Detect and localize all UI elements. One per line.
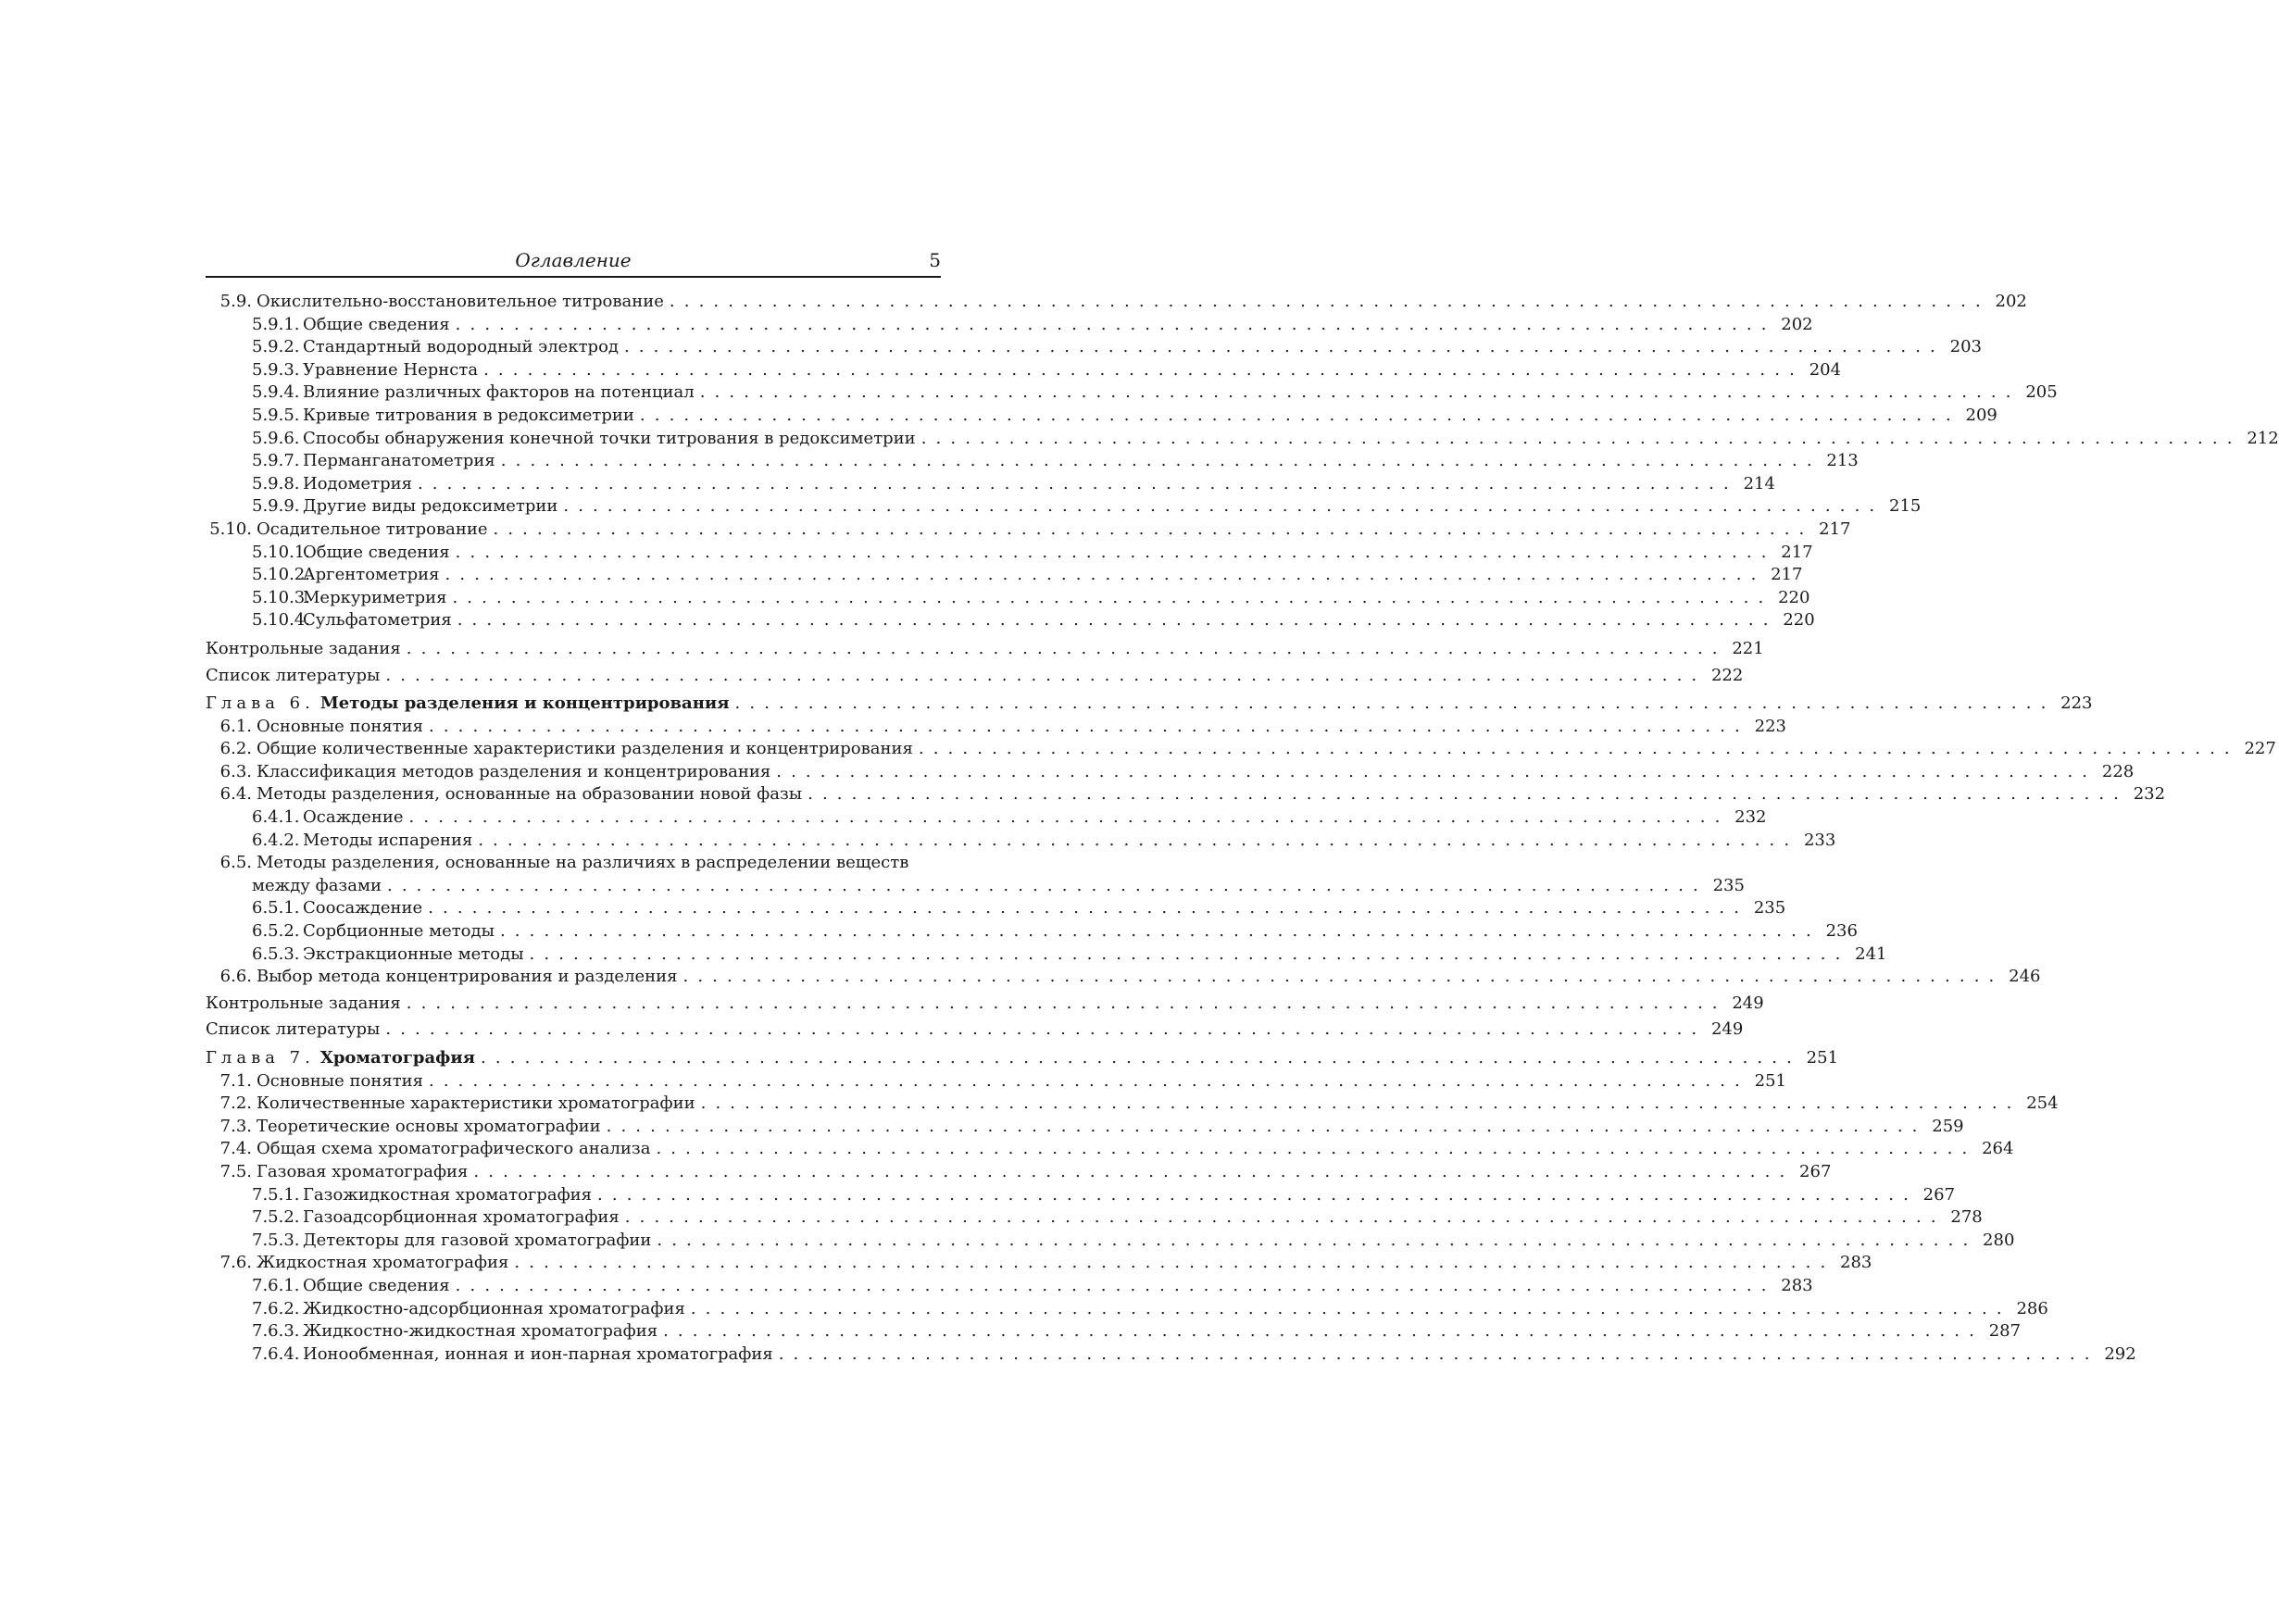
toc-entry-title: Общие сведения [303, 542, 450, 562]
toc-entry[interactable] [206, 1093, 2059, 1116]
toc-page-number: 278 [1950, 1207, 1983, 1228]
toc-page-number: 236 [1825, 921, 1858, 942]
dot-leader [685, 1298, 2004, 1321]
dot-leader [488, 518, 1807, 542]
toc-entry-title: Осаждение [303, 807, 404, 828]
toc-entry-title: Количественные характеристики хроматографии [257, 1093, 695, 1114]
toc-entry-number: 7.4. [219, 1139, 252, 1159]
toc-subentry[interactable] [206, 336, 1982, 359]
toc-entry-title: Основные понятия [257, 716, 423, 736]
toc-entry-title: Общая схема хроматографического анализа [257, 1139, 651, 1159]
toc-page-number: 267 [1799, 1161, 1832, 1181]
toc-entry-title: Общие количественные характеристики разделения и концентрирования [257, 739, 913, 759]
toc-page-number: 283 [1840, 1253, 1872, 1273]
toc-page-number: 217 [1771, 565, 1803, 585]
toc-entry-number: 5.9.8. [252, 473, 300, 493]
toc-page-number: 232 [1734, 807, 1767, 828]
toc-entry[interactable] [206, 291, 2027, 314]
dot-leader [452, 609, 1771, 632]
toc-page-number: 283 [1781, 1275, 1813, 1295]
toc-subentry[interactable] [206, 587, 1810, 610]
toc-page-number: 267 [1922, 1184, 1956, 1205]
toc-entry-title: Список литературы [206, 1019, 381, 1040]
toc-entry-title: Осадительное титрование [257, 518, 488, 539]
toc-page-number: 228 [2101, 761, 2135, 781]
toc-entry-number: 5.9.2. [252, 337, 300, 357]
chapter-title: Методы разделения и концентрирования [319, 693, 730, 714]
toc-subentry[interactable] [206, 564, 1803, 587]
toc-page-number: 287 [1988, 1321, 2022, 1342]
toc-page-number: 251 [1754, 1070, 1786, 1091]
toc-page-number: 220 [1783, 610, 1815, 631]
toc-subentry[interactable] [206, 1206, 1983, 1230]
toc-entry-continuation [206, 875, 1745, 898]
toc-page-number: 246 [2009, 967, 2041, 987]
toc-page-number: 241 [1855, 943, 1887, 964]
toc-subentry[interactable] [206, 1298, 2048, 1321]
toc-entry-number: 7.6. [219, 1253, 252, 1273]
dot-leader [592, 1184, 1910, 1207]
toc-page-number: 259 [1932, 1116, 1964, 1136]
toc-subentry[interactable] [206, 897, 1786, 920]
toc-entry-title: Выбор метода концентрирования и разделения [257, 967, 678, 987]
toc-subentry[interactable] [206, 806, 1767, 830]
toc-entry-title: Классификация методов разделения и концентрирования [257, 761, 771, 781]
toc-entry-number: 5.10.1. [252, 542, 310, 562]
toc-page-number: 249 [1710, 1019, 1744, 1040]
dot-leader [650, 1138, 1969, 1161]
toc-entry-title: Способы обнаружения конечной точки титрования в редоксиметрии [303, 428, 916, 448]
toc-entry-number: 5.9.9. [252, 496, 300, 517]
toc-subentry[interactable] [206, 830, 1836, 853]
toc-subentry[interactable] [206, 920, 1858, 943]
chapter-label: Глава 7. [206, 1048, 315, 1068]
toc-entry-title: Кривые титрования в редоксиметрии [303, 405, 634, 425]
toc-entry-title-continued: между фазами [252, 875, 382, 895]
toc-subentry[interactable] [206, 542, 1813, 565]
toc-subentry[interactable] [206, 381, 2058, 405]
toc-entry-title: Теоретические основы хроматографии [257, 1116, 601, 1136]
dot-leader [401, 638, 1720, 661]
running-header [206, 248, 941, 278]
chapter-label: Глава 6. [206, 693, 315, 714]
toc-entry-number: 6.6. [219, 967, 252, 987]
toc-page-number: 235 [1712, 875, 1745, 895]
dot-leader [634, 405, 1953, 428]
toc-entry-number: 5.9.5. [252, 405, 300, 425]
dot-leader [450, 314, 1769, 337]
toc-entry[interactable] [206, 1116, 1964, 1139]
toc-entry-number: 7.3. [219, 1116, 252, 1136]
toc-subentry[interactable] [206, 495, 1922, 518]
toc-page-number: 286 [2016, 1298, 2048, 1318]
toc-page-number: 280 [1983, 1230, 2015, 1250]
toc-entry-number: 7.5. [219, 1161, 252, 1181]
toc-page-number: 204 [1809, 359, 1842, 380]
dot-leader [913, 738, 2232, 761]
toc-entry-title: Общие сведения [303, 314, 450, 334]
dot-leader [472, 830, 1791, 853]
toc-entry-title: Методы испарения [303, 830, 473, 850]
toc-page-number: 214 [1743, 473, 1775, 493]
toc-subentry[interactable] [206, 1343, 2136, 1367]
toc-page-number: 223 [2060, 693, 2093, 714]
toc-entry-number: 7.5.1. [252, 1184, 300, 1205]
dot-leader [695, 1093, 2014, 1116]
toc-entry-first-line [206, 852, 941, 875]
dot-leader [401, 993, 1720, 1016]
toc-entry-title: Методы разделения, основанные на образовании новой фазы [257, 784, 803, 805]
toc-entry-title: Методы разделения, основанные на различиях в распределении веществ [257, 853, 909, 873]
toc-entry-number: 6.5. [219, 853, 252, 873]
toc-entry[interactable] [206, 716, 1786, 739]
dot-leader [423, 1070, 1742, 1093]
toc-subentry[interactable] [206, 450, 1859, 473]
toc-entry-title: Сорбционные методы [303, 921, 495, 942]
dot-leader [770, 761, 2089, 784]
chapter-title: Хроматография [319, 1048, 476, 1068]
toc-subentry[interactable] [206, 1320, 2022, 1343]
toc-entry-number: 6.4. [219, 784, 252, 805]
toc-page-number: 217 [1819, 518, 1851, 539]
toc-chapter-entry[interactable] [206, 693, 2093, 716]
toc-entry-title: Стандартный водородный электрод [303, 337, 619, 357]
toc-page-number: 220 [1778, 587, 1810, 607]
toc-page-number: 227 [2244, 739, 2276, 759]
toc-entry-title: Меркуриметрия [303, 587, 447, 607]
toc-page-number: 235 [1753, 898, 1786, 918]
toc-entry[interactable] [206, 1252, 1872, 1275]
toc-page-number: 217 [1781, 542, 1813, 562]
toc-chapter-entry[interactable] [206, 1047, 1839, 1070]
dot-leader [475, 1047, 1794, 1070]
toc-entry-title: Контрольные задания [206, 638, 401, 658]
dot-leader [495, 920, 1813, 943]
dot-leader [478, 359, 1797, 382]
toc-subentry[interactable] [206, 1230, 2015, 1253]
toc-page-number: 292 [2104, 1343, 2136, 1364]
toc-entry-number: 7.5.3. [252, 1230, 300, 1250]
header-title: Оглавление [515, 249, 632, 271]
toc-page-number: 203 [1949, 337, 1982, 357]
dot-leader [916, 428, 2235, 451]
dot-leader [380, 665, 1698, 688]
dot-leader [422, 897, 1741, 920]
toc-section-entry[interactable] [206, 665, 1744, 688]
toc-entry-title: Газовая хроматография [257, 1161, 469, 1181]
dot-leader [695, 381, 2013, 405]
toc-entry[interactable] [206, 518, 1851, 542]
dot-leader [423, 716, 1742, 739]
toc-page-number: 205 [2025, 382, 2058, 403]
toc-entry[interactable] [206, 1070, 1786, 1093]
toc-entry-number: 6.4.1. [252, 807, 300, 828]
toc-entry-title: Перманганатометрия [303, 451, 495, 471]
dot-leader [404, 806, 1722, 830]
toc-entry-number: 6.1. [219, 716, 252, 736]
toc-entry-number: 5.9.6. [252, 428, 300, 448]
toc-page-number: 264 [1982, 1139, 2014, 1159]
toc-entry-number: 6.5.1. [252, 898, 300, 918]
dot-leader [382, 875, 1700, 898]
toc-entry[interactable] [206, 783, 2166, 806]
toc-entry-number: 5.10.4. [252, 610, 310, 631]
dot-leader [440, 564, 1759, 587]
toc-entry-title: Влияние различных факторов на потенциал [303, 382, 695, 403]
toc-entry-title: Жидкостно-жидкостная хроматография [303, 1321, 658, 1342]
toc-entry-number: 7.6.2. [252, 1298, 300, 1318]
dot-leader [495, 450, 1814, 473]
toc-entry-number: 7.6.1. [252, 1275, 300, 1295]
dot-leader [651, 1230, 1970, 1253]
toc-entry-number: 6.4.2. [252, 830, 300, 850]
toc-subentry[interactable] [206, 1275, 1813, 1298]
toc-page-number: 212 [2247, 428, 2279, 448]
toc-subentry[interactable] [206, 405, 1997, 428]
toc-entry-title: Окислительно-восстановительное титрование [257, 292, 664, 311]
toc-entry-title: Жидкостная хроматография [257, 1253, 509, 1273]
toc-page-number: 232 [2133, 784, 2166, 805]
toc-entry-number: 5.9.3. [252, 359, 300, 380]
toc-section-entry[interactable] [206, 1018, 1744, 1042]
dot-leader [678, 966, 1997, 989]
toc-entry-number: 7.1. [219, 1070, 252, 1091]
toc-entry-title: Газоадсорбционная хроматография [303, 1207, 620, 1228]
dot-leader [664, 291, 1983, 314]
dot-leader [802, 783, 2121, 806]
toc-subentry[interactable] [206, 359, 1842, 382]
toc-entry-title: Иодометрия [303, 473, 412, 493]
toc-page-number: 254 [2026, 1093, 2059, 1114]
toc-entry-title: Жидкостно-адсорбционная хроматография [303, 1298, 685, 1318]
toc-entry-number: 5.9.1. [252, 314, 300, 334]
toc-entry-title: Соосаждение [303, 898, 423, 918]
toc-entry-title: Другие виды редоксиметрии [303, 496, 558, 517]
toc-entry-title: Аргентометрия [303, 565, 440, 585]
toc-entry-number: 6.3. [219, 761, 252, 781]
toc-page-number: 223 [1754, 716, 1786, 736]
dot-leader [524, 943, 1843, 967]
toc-entry[interactable] [206, 852, 1745, 897]
table-of-contents [206, 291, 2279, 1366]
toc-entry-title: Контрольные задания [206, 993, 401, 1013]
dot-leader [557, 495, 1876, 518]
toc-entry-title: Газожидкостная хроматография [303, 1184, 593, 1205]
toc-entry-number: 5.9.4. [252, 382, 300, 403]
toc-entry[interactable] [206, 761, 2135, 784]
toc-entry-number: 6.2. [219, 739, 252, 759]
dot-leader [450, 542, 1769, 565]
toc-page-number: 233 [1803, 830, 1836, 850]
toc-entry-number: 6.5.3. [252, 943, 300, 964]
toc-entry-number: 5.10.3. [252, 587, 310, 607]
toc-entry-number: 5.9. [219, 292, 252, 311]
toc-page-number: 222 [1710, 665, 1744, 685]
dot-leader [730, 693, 2048, 716]
dot-leader [657, 1320, 1976, 1343]
toc-entry-title: Экстракционные методы [303, 943, 524, 964]
dot-leader [508, 1252, 1827, 1275]
toc-page-number: 213 [1826, 451, 1859, 471]
toc-entry-title: Ионообменная, ионная и ион-парная хроматография [303, 1343, 773, 1364]
dot-leader [468, 1161, 1786, 1184]
toc-entry-number: 7.6.4. [252, 1343, 300, 1364]
toc-subentry[interactable] [206, 609, 1815, 632]
toc-entry-title: Сульфатометрия [303, 610, 452, 631]
page-number: 5 [929, 249, 941, 271]
toc-page-number: 202 [1781, 314, 1813, 334]
dot-leader [601, 1116, 1920, 1139]
toc-entry-title: Основные понятия [257, 1070, 423, 1091]
toc-entry[interactable] [206, 966, 2041, 989]
dot-leader [446, 587, 1765, 610]
dot-leader [773, 1343, 2092, 1367]
toc-entry[interactable] [206, 738, 2276, 761]
toc-entry-number: 7.5.2. [252, 1207, 300, 1228]
dot-leader [412, 473, 1731, 496]
toc-page-number: 209 [1965, 405, 1997, 425]
toc-page-number: 249 [1732, 993, 1764, 1013]
toc-subentry[interactable] [206, 428, 2279, 451]
toc-entry[interactable] [206, 1161, 1832, 1184]
dot-leader [450, 1275, 1769, 1298]
dot-leader [380, 1018, 1698, 1042]
dot-leader [619, 336, 1937, 359]
toc-entry[interactable] [206, 1138, 2014, 1161]
toc-entry-number: 5.9.7. [252, 451, 300, 471]
toc-subentry[interactable] [206, 314, 1813, 337]
toc-entry-title: Список литературы [206, 665, 381, 685]
toc-entry-title: Детекторы для газовой хроматографии [303, 1230, 652, 1250]
toc-subentry[interactable] [206, 1184, 1956, 1207]
toc-entry-title: Общие сведения [303, 1275, 450, 1295]
toc-section-entry[interactable] [206, 638, 1764, 661]
toc-entry-number: 7.2. [219, 1093, 252, 1114]
toc-subentry[interactable] [206, 943, 1887, 967]
toc-entry-number: 6.5.2. [252, 921, 300, 942]
toc-page-number: 251 [1806, 1048, 1839, 1068]
toc-entry-number: 7.6.3. [252, 1321, 300, 1342]
dot-leader [620, 1206, 1938, 1230]
toc-entry-title: Уравнение Нернста [303, 359, 479, 380]
toc-entry-number: 5.10. [209, 518, 252, 539]
toc-page-number: 221 [1732, 638, 1764, 658]
toc-section-entry[interactable] [206, 993, 1764, 1016]
toc-page-number: 215 [1889, 496, 1922, 517]
toc-subentry[interactable] [206, 473, 1775, 496]
toc-entry-number: 5.10.2. [252, 565, 310, 585]
toc-page-number: 202 [1995, 292, 2027, 311]
